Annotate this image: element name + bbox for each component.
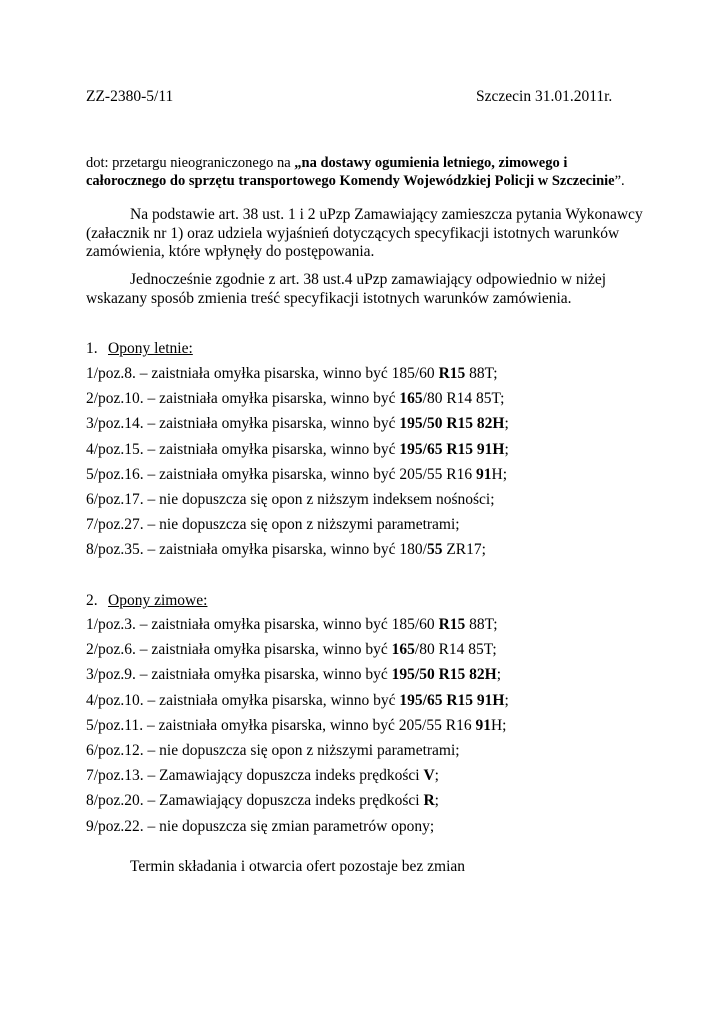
list-item-text: 3/poz.14. – zaistniała omyłka pisarska, winno być bbox=[86, 415, 400, 433]
list-item-text: H; bbox=[491, 465, 508, 483]
list-item-text: 9/poz.22. – nie dopuszcza się zmian parametrów opony; bbox=[86, 817, 435, 835]
paragraph-basis: Na podstawie art. 38 ust. 1 i 2 uPzp Zamawiający zamieszcza pytania Wykonawcy (załacznik nr 1) oraz udziela wyjaśnień dotyczących specyfikacji istotnych warunków zamówienia, które wpłynęły do postępowania. bbox=[86, 206, 643, 261]
section-number: 1. bbox=[86, 340, 98, 357]
section-label: Opony letnie: bbox=[108, 340, 193, 357]
list-item-bold-value: 195/65 R15 91H bbox=[399, 440, 505, 458]
list-item-text: 1/poz.8. – zaistniała omyłka pisarska, winno być 185/60 bbox=[86, 365, 439, 382]
list-item bbox=[86, 541, 486, 560]
list-item bbox=[86, 792, 439, 811]
list-item-text: H; bbox=[490, 716, 507, 734]
list-item-text: 7/poz.27. – nie dopuszcza się opon z niższymi parametrami; bbox=[86, 516, 460, 534]
list-item-text: 7/poz.13. – Zamawiający dopuszcza indeks prędkości bbox=[86, 767, 424, 785]
place-date: Szczecin 31.01.2011r. bbox=[476, 88, 613, 105]
list-item-bold-value: V bbox=[423, 767, 435, 785]
list-item-bold-value: 165 bbox=[391, 641, 415, 659]
list-item-text: /80 R14 85T; bbox=[422, 390, 505, 408]
list-item-text: 4/poz.15. – zaistniała omyłka pisarska, winno być bbox=[86, 440, 400, 458]
list-item bbox=[86, 742, 460, 761]
list-item bbox=[86, 717, 506, 736]
section-label: Opony zimowe: bbox=[108, 592, 208, 609]
list-item bbox=[86, 692, 509, 711]
list-item bbox=[86, 365, 498, 384]
list-item-text: /80 R14 85T; bbox=[414, 641, 497, 659]
list-item-text: ; bbox=[496, 666, 502, 684]
list-item-text: ; bbox=[504, 415, 509, 433]
subject-prefix: dot: przetargu nieograniczonego na bbox=[86, 155, 295, 171]
list-item bbox=[86, 641, 497, 660]
list-item-text: 8/poz.35. – zaistniała omyłka pisarska, winno być 180/ bbox=[86, 541, 427, 559]
list-item-text: 6/poz.12. – nie dopuszcza się opon z niższymi parametrami; bbox=[86, 742, 460, 759]
list-item bbox=[86, 466, 507, 485]
list-item-text: ZR17; bbox=[442, 541, 486, 559]
list-item bbox=[86, 441, 509, 460]
list-item-text: 8/poz.20. – Zamawiający dopuszcza indeks prędkości bbox=[86, 792, 424, 810]
list-item-bold-value: 195/50 R15 82H bbox=[399, 415, 505, 433]
paragraph-changes: Jednocześnie zgodnie z art. 38 ust.4 uPzp zamawiający odpowiednio w niżej wskazany sposób zmienia treść specyfikacji istotnych warunków zamówienia. bbox=[86, 271, 607, 307]
list-item bbox=[86, 491, 495, 510]
list-item-text: ; bbox=[504, 691, 509, 709]
list-item-text: 88T; bbox=[465, 616, 498, 633]
list-item-text: 1/poz.3. – zaistniała omyłka pisarska, winno być 185/60 bbox=[86, 616, 439, 633]
list-item-text: 4/poz.10. – zaistniała omyłka pisarska, winno być bbox=[86, 691, 400, 709]
list-item-bold-value: R15 bbox=[438, 616, 466, 633]
closing-note: Termin składania i otwarcia ofert pozostaje bez zmian bbox=[130, 858, 466, 875]
list-item-text: ; bbox=[434, 767, 439, 785]
list-item-text: 2/poz.10. – zaistniała omyłka pisarska, winno być bbox=[86, 390, 400, 408]
list-item-bold-value: R15 bbox=[438, 365, 466, 382]
list-item bbox=[86, 666, 501, 685]
section-summer-tires-heading bbox=[86, 340, 193, 359]
list-item-text: 88T; bbox=[465, 365, 498, 382]
list-item-text: 6/poz.17. – nie dopuszcza się opon z niższym indeksem nośności; bbox=[86, 491, 495, 508]
list-item bbox=[86, 516, 460, 535]
list-item-bold-value: 195/65 R15 91H bbox=[399, 691, 505, 709]
list-item-text: 2/poz.6. – zaistniała omyłka pisarska, winno być bbox=[86, 641, 392, 659]
list-item bbox=[86, 616, 498, 635]
list-item bbox=[86, 415, 509, 434]
list-item-bold-value: 91 bbox=[475, 716, 491, 734]
list-item-bold-value: 91 bbox=[476, 465, 492, 483]
section-number: 2. bbox=[86, 592, 98, 609]
list-item-bold-value: 165 bbox=[399, 390, 423, 408]
list-item-bold-value: 195/50 R15 82H bbox=[391, 666, 497, 684]
list-item-bold-value: R bbox=[423, 792, 435, 810]
list-item bbox=[86, 767, 439, 786]
subject-title: „na dostawy ogumienia letniego, zimowego i całorocznego do sprzętu transportowego Komendy Wojewódzkiej Policji w Szczecinie bbox=[86, 155, 615, 190]
reference-number: ZZ-2380-5/11 bbox=[86, 88, 174, 105]
list-item-text: ; bbox=[504, 440, 509, 458]
list-item bbox=[86, 818, 434, 837]
list-item-text: 5/poz.11. – zaistniała omyłka pisarska, winno być 205/55 R16 bbox=[86, 716, 476, 734]
list-item-text: ; bbox=[434, 792, 439, 810]
list-item bbox=[86, 390, 504, 409]
list-item-bold-value: 55 bbox=[426, 541, 443, 559]
subject bbox=[86, 154, 646, 190]
subject-suffix: ”. bbox=[614, 173, 625, 190]
section-winter-tires-heading bbox=[86, 592, 207, 611]
list-item-text: 3/poz.9. – zaistniała omyłka pisarska, winno być bbox=[86, 666, 392, 684]
list-item-text: 5/poz.16. – zaistniała omyłka pisarska, winno być 205/55 R16 bbox=[86, 465, 477, 483]
